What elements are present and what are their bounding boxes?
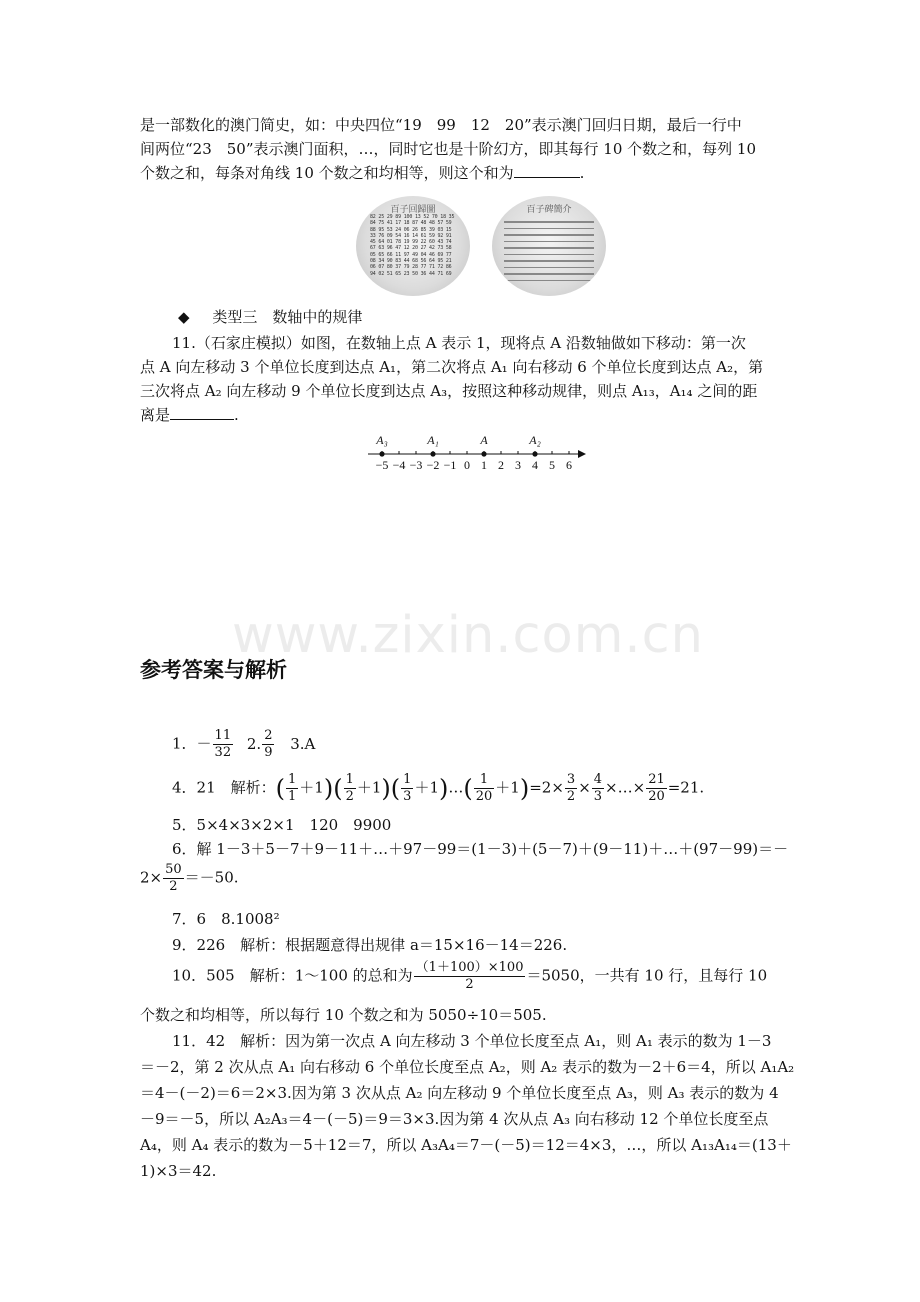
number-grid: 82 25 29 89 100 13 52 70 18 35 84 75 41 17 18 87 48 48 57 59 88 95 53 24 06 26 85 39 03 15 33 76 09 54 16 14 61 59 92 91 45 64 01 78 19 99 22 60 43 74 67 63 96 47 12 20 27 42 73 58 05 65 66 11 97 49 04 46 69 77 08 34 90 83 44 68 56 64 95 21 06 07 80 37 79 28 77 71 72 86 94 02 51 65 23 50 36 44 71 69	[370, 214, 455, 277]
watermark: www.zixin.com.cn	[232, 606, 704, 665]
point-label: A₁	[427, 433, 439, 447]
tick-label: 6	[566, 458, 572, 472]
magic-square-photos	[356, 196, 626, 296]
tick-label: −1	[443, 458, 457, 472]
problem-text-line: 间两位“23 50”表示澳门面积，…，同时它也是十阶幻方，即其每行 10 个数之和，每列 10	[140, 140, 756, 158]
answer-line-11: 11．42 解析：因为第一次点 A 向左移动 3 个单位长度至点 A₁，则 A₁ 表示的数为 1－3	[172, 1032, 772, 1050]
answer-line-11: ＝－2，第 2 次从点 A₁ 向右移动 6 个单位长度至点 A₂，则 A₂ 表示的数为－2＋6＝4，所以 A₁A₂	[140, 1058, 795, 1076]
fraction: $\frac{11}{32}$	[214, 728, 232, 760]
point-dot	[481, 451, 486, 456]
answer-line-10: 10．505 解析：1～100 的总和为 $\frac{(1+100)\times 100}{2}$ ＝5050，一共有 10 行，且每行 10	[172, 960, 768, 992]
question-11-line: 三次将点 A₂ 向左移动 9 个单位长度到达点 A₃，按照这种移动规律，则点 A₁₃，A₁₄ 之间的距	[140, 382, 758, 400]
answer-line-7: 7．6 8.1008²	[172, 910, 280, 928]
tick-label: 2	[498, 458, 504, 472]
fraction: $\frac{2}{9}$	[264, 728, 273, 760]
tick-label: −5	[375, 458, 389, 472]
tick-label: 1	[481, 458, 487, 472]
magic-square-photo: 百子回歸圖 82 25 29 89 100 13 52 70 18 35 84 75 41 17 18 87 48 48 57 59 88 95 53 24 06 26 85 39 03 15 33 76 09 54 16 14 61 59 92 91 45 64 01 78 19 99 22 60 43 74 67 63 96 47 12 20 27 42 73 58 05 65 66 11 97 49 04 46 69 77 08 34 90 83 44 68 56 64 95 21 06 07 80 37 79 28 77 71 72 86 94 02 51 65 23 50 36 44 71 69	[356, 196, 470, 296]
answer-line-11: A₄，则 A₄ 表示的数为－5＋12＝7，所以 A₃A₄＝7－(－5)＝12＝4×3，…，所以 A₁₃A₁₄＝(13＋	[140, 1136, 792, 1154]
answer-line-11: 1)×3＝42.	[140, 1162, 217, 1180]
fraction: $\frac{50}{2}$	[165, 862, 182, 894]
problem-text-line: 个数之和，每条对角线 10 个数之和均相等，则这个和为 .	[140, 164, 585, 182]
answer-line-10-cont: 个数之和均相等，所以每行 10 个数之和为 5050÷10＝505.	[140, 1006, 547, 1024]
answer-line-6: 6．解 1－3＋5－7＋9－11＋…＋97－99＝(1－3)＋(5－7)＋(9－11)＋…＋(97－99)＝－	[172, 840, 789, 858]
answer-line-5: 5．5×4×3×2×1 120 9900	[172, 816, 392, 834]
point-label: A₂	[529, 433, 541, 447]
answer-line-1-3: 1．－ $\frac{11}{32}$ 2. $\frac{2}{9}$ 3.A	[172, 728, 316, 760]
answer-blank	[514, 163, 580, 178]
diamond-icon: ◆	[178, 308, 190, 326]
point-dot	[532, 451, 537, 456]
number-line-figure	[362, 424, 592, 474]
answers-heading: 参考答案与解析	[140, 658, 287, 682]
point-label: A₃	[376, 433, 388, 447]
point-dot	[379, 451, 384, 456]
answer-line-4: 4．21 解析：( $\frac{1}{1}$ ＋1)( $\frac{1}{2}$ ＋1)( $\frac{1}{3}$ ＋1)…( $\frac{1}{20}$ ＋1)=2× $\frac{3}{2}$ × $\frac{4}{3}$ ×…× $\frac{21}{20}$ =21.	[172, 772, 705, 804]
tick-label: 5	[549, 458, 555, 472]
tick-label: 3	[515, 458, 521, 472]
tick-label: −3	[409, 458, 423, 472]
problem-text-line: 是一部数化的澳门简史，如：中央四位“19 99 12 20”表示澳门回归日期，最后一行中	[140, 116, 742, 134]
answer-line-11: ＝4－(－2)＝6＝2×3.因为第 3 次从点 A₂ 向左移动 9 个单位长度至点 A₃，则 A₃ 表示的数为 4	[140, 1084, 779, 1102]
question-11-line: 离是 .	[140, 406, 239, 424]
arrow-head	[578, 450, 586, 458]
answer-blank	[170, 405, 234, 420]
tick-label: 0	[464, 458, 470, 472]
answer-line-9: 9．226 解析：根据题意得出规律 a＝15×16－14＝226.	[172, 936, 568, 954]
answer-line-6-cont: 2× $\frac{50}{2}$ ＝－50.	[140, 862, 239, 894]
tick-label: 4	[532, 458, 538, 472]
inscription-photo: 百子碑簡介	[492, 196, 606, 296]
question-11-line: 11.（石家庄模拟）如图，在数轴上点 A 表示 1，现将点 A 沿数轴做如下移动：第一次	[172, 334, 746, 352]
question-11-line: 点 A 向左移动 3 个单位长度到达点 A₁，第二次将点 A₁ 向右移动 6 个单位长度到达点 A₂，第	[140, 358, 764, 376]
point-label: A	[480, 433, 488, 447]
section-heading: ◆ 类型三 数轴中的规律	[178, 308, 363, 326]
point-dot	[430, 451, 435, 456]
inscription-text-lines	[504, 216, 594, 286]
answer-line-11: －9＝－5，所以 A₂A₃＝4－(－5)＝9＝3×3.因为第 4 次从点 A₃ 向右移动 12 个单位长度至点	[140, 1110, 769, 1128]
tick-label: −4	[392, 458, 406, 472]
fraction: $\frac{(1+100)\times 100}{2}$	[415, 960, 524, 992]
tick-label: −2	[426, 458, 440, 472]
